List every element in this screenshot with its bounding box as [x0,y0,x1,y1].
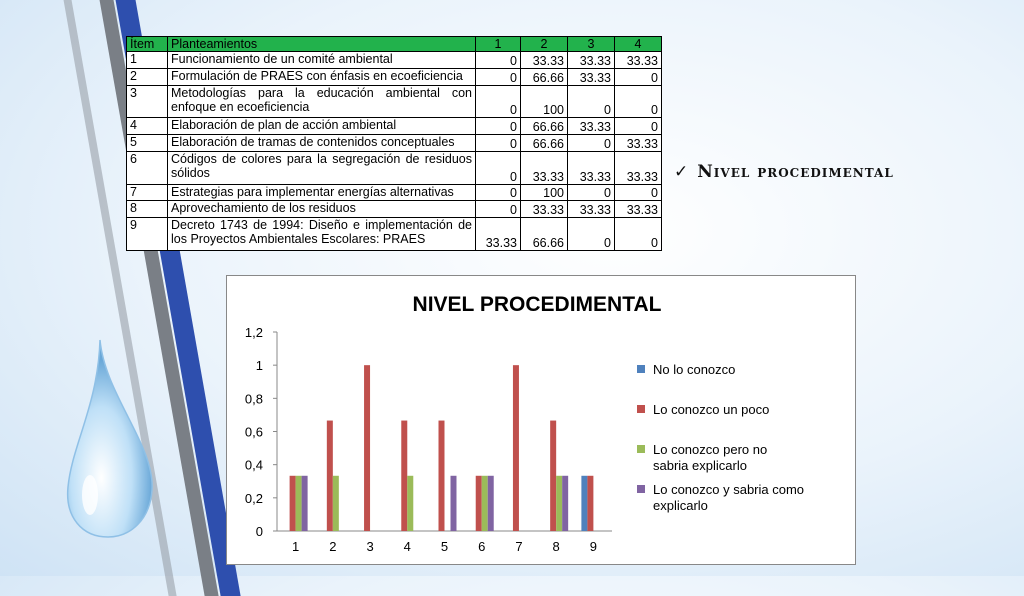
bar-series2-cat8 [550,421,556,531]
bar-series4-cat5 [451,476,457,531]
bar-series3-cat6 [482,476,488,531]
header-col-4: 4 [615,37,662,52]
bar-series2-cat2 [327,421,333,531]
x-tick-label: 9 [589,539,598,554]
bar-series4-cat8 [562,476,568,531]
y-tick-label: 1,2 [244,325,263,340]
row-value-1: 0 [476,135,521,152]
y-tick-label: 0,4 [244,457,263,473]
water-drop-icon [60,335,160,540]
table-header-row [127,37,662,52]
row-item: 4 [127,118,168,135]
row-value-2: 33.33 [521,201,568,218]
row-item: 3 [127,85,168,118]
row-value-3: 33.33 [568,68,615,85]
row-value-2: 66.66 [521,218,568,251]
table-row [127,218,662,251]
table-row [127,152,662,185]
data-table [126,36,662,251]
header-col-3: 3 [568,37,615,52]
row-value-4: 0 [615,118,662,135]
legend-swatch [637,365,645,373]
row-value-4: 33.33 [615,201,662,218]
y-tick-label: 0 [255,524,263,539]
row-value-4: 33.33 [615,135,662,152]
y-tick-label: 1 [255,358,263,374]
row-value-3: 33.33 [568,118,615,135]
row-value-1: 0 [476,152,521,185]
bar-series2-cat7 [513,365,519,531]
row-planteamiento: Elaboración de plan de acción ambiental [168,118,476,135]
row-value-3: 0 [568,184,615,201]
row-planteamiento: Elaboración de tramas de contenidos conceptuales [168,135,476,152]
row-item: 6 [127,152,168,185]
table-row [127,135,662,152]
row-item: 7 [127,184,168,201]
row-planteamiento: Decreto 1743 de 1994: Diseño e implementación de los Proyectos Ambientales Escolares: PRAES [168,218,476,251]
table-row [127,118,662,135]
row-value-1: 0 [476,68,521,85]
checkmark-icon: ✓ [674,162,690,182]
bar-series2-cat4 [401,421,407,531]
legend-label: No lo conozco [653,362,736,377]
bar-series4-cat1 [302,476,308,531]
row-item: 9 [127,218,168,251]
x-tick-label: 7 [515,539,523,554]
row-planteamiento: Aprovechamiento de los residuos [168,201,476,218]
row-value-1: 0 [476,118,521,135]
row-item: 5 [127,135,168,152]
row-value-1: 0 [476,201,521,218]
row-value-3: 0 [568,135,615,152]
table-row [127,201,662,218]
row-value-2: 66.66 [521,135,568,152]
row-value-4: 33.33 [615,52,662,69]
row-item: 1 [127,52,168,69]
row-value-3: 33.33 [568,201,615,218]
row-item: 8 [127,201,168,218]
table-row [127,52,662,69]
x-tick-label: 2 [329,539,337,554]
row-planteamiento: Estrategias para implementar energías alternativas [168,184,476,201]
row-planteamiento: Metodologías para la educación ambiental con enfoque en ecoeficiencia [168,85,476,118]
bar-series2-cat6 [476,476,482,531]
y-tick-label: 0,6 [244,424,263,440]
x-tick-label: 3 [366,539,374,554]
x-tick-label: 8 [552,539,560,554]
row-value-1: 0 [476,52,521,69]
row-value-2: 100 [521,85,568,118]
row-value-1: 33.33 [476,218,521,251]
bar-series2-cat1 [290,476,296,531]
row-value-4: 0 [615,184,662,201]
x-tick-label: 4 [403,539,411,554]
row-value-2: 33.33 [521,152,568,185]
header-col-2: 2 [521,37,568,52]
legend-label: Lo conozco pero no sabria explicarlo [653,442,768,473]
row-value-1: 0 [476,85,521,118]
x-tick-label: 1 [291,539,300,554]
row-value-1: 0 [476,184,521,201]
x-tick-label: 6 [478,539,486,554]
row-planteamiento: Formulación de PRAES con énfasis en ecoeficiencia [168,68,476,85]
bar-series1-cat9 [581,476,587,531]
x-tick-label: 5 [440,539,449,554]
header-item: Ítem [127,37,168,52]
row-value-2: 100 [521,184,568,201]
side-title-text: Nivel procedimental [697,162,894,182]
header-planteamientos: Planteamientos [168,37,476,52]
y-tick-label: 0,8 [244,391,263,407]
row-value-4: 0 [615,218,662,251]
legend-label: Lo conozco un poco [653,402,770,417]
row-value-2: 33.33 [521,52,568,69]
table-row [127,68,662,85]
chart-title: NIVEL PROCEDIMENTAL [412,293,662,316]
bar-series3-cat2 [333,476,339,531]
row-value-2: 66.66 [521,68,568,85]
row-value-2: 66.66 [521,118,568,135]
table-row [127,184,662,201]
bar-series3-cat4 [407,476,413,531]
bar-series2-cat5 [439,421,445,531]
legend-swatch [637,405,645,413]
row-planteamiento: Funcionamiento de un comité ambiental [168,52,476,69]
row-value-4: 0 [615,85,662,118]
bar-series3-cat8 [556,476,562,531]
row-value-4: 33.33 [615,152,662,185]
bar-chart [227,276,855,564]
row-value-3: 0 [568,85,615,118]
row-item: 2 [127,68,168,85]
legend-swatch [637,485,645,493]
legend-label: Lo conozco y sabria como explicarlo [653,482,805,513]
legend-swatch [637,445,645,453]
row-value-3: 0 [568,218,615,251]
y-tick-label: 0,2 [244,490,263,506]
row-value-4: 0 [615,68,662,85]
table-row [127,85,662,118]
row-value-3: 33.33 [568,52,615,69]
row-value-3: 33.33 [568,152,615,185]
header-col-1: 1 [476,37,521,52]
chart-container [226,275,856,565]
bar-series2-cat9 [587,476,593,531]
bar-series4-cat6 [488,476,494,531]
bar-series3-cat1 [296,476,302,531]
row-planteamiento: Códigos de colores para la segregación de residuos sólidos [168,152,476,185]
side-title [674,162,894,182]
bar-series2-cat3 [364,365,370,531]
